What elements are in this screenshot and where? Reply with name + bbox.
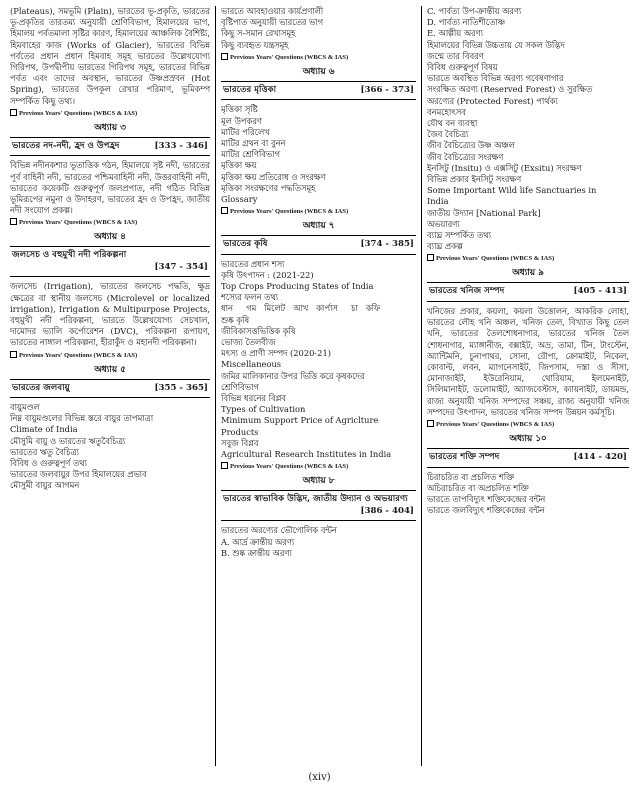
list-item: ভারতে তাপবিদ্যুৎ শক্তিকেন্দ্রের বন্টন: [427, 493, 546, 504]
list-item: চিরাচরিত বা প্রচলিত শক্তি: [427, 471, 515, 482]
chapter-label: অধ্যায় ৭: [302, 221, 335, 232]
list-item: অরণ্যের (Protected Forest) পার্থক্য: [427, 95, 558, 106]
chapter-topics: বিভিন্ন নদীনকশার ভূতাত্তিক গঠন, হিমালয়ে সৃষ্ট নদী, ভারতের পূর্ব বাহিনী নদী, ভারতের পশ্চিমবাহিনী নদী, উত্তরবাহিনী নদী, ভারতের কয়েকটি গুরুত্বপূর্ণ জলপ্রপাত, নদী গঠিত বিভিন্ন ভূমিরূপের নমুনা ও উদাহরণ, ভারতের হ্রদ ও উপহ্রদ, জাতীয় নদী সংযোগ প্রকল্প।: [10, 160, 210, 216]
list-item: বায়ুমণ্ডল: [10, 402, 40, 413]
chapter-label: অধ্যায় ৪: [94, 232, 126, 243]
chapter-label: অধ্যায় ৩: [94, 122, 126, 133]
chapter-title: ভারতের খনিজ সম্পদ: [429, 286, 505, 297]
chapter-title: ভারতের নদ-নদী, হ্রদ ও উপহ্রদ: [12, 140, 120, 151]
list-item: নিম্ন বায়ুমণ্ডলের বিভিন্ন স্তরে বায়ুর তাপমাত্রা: [10, 413, 154, 424]
list-item: যৌথ বন ব্যবস্থা: [427, 118, 478, 129]
list-item: মৃত্তিকা ক্ষয় প্রতিরোধ ও সংরক্ষণ: [221, 171, 326, 182]
list-item: ভারতে জলবিদ্যুৎ শক্তিকেন্দ্রের বন্টন: [427, 505, 545, 516]
list-item: বিবিধ গুরুত্বপূর্ণ বিষয়: [427, 62, 498, 73]
list-item: ভারতে আবহাওয়ার কার্যপ্রণালী: [221, 6, 324, 16]
list-item: হিমালয়ের বিভিন্ন উচ্চতায় যে সকল উদ্ভিদ: [427, 39, 565, 50]
list-item: ব্যাঘ্র সম্পর্কিত তথ্য: [427, 230, 492, 241]
list-item: বনমহোৎসব: [427, 106, 466, 117]
chapter-heading: [221, 81, 416, 101]
list-item: জৈব বৈচিত্র্য: [427, 129, 469, 140]
page-range: [355 - 365]: [154, 382, 208, 393]
pyq-line: Previous Years' Questions (WBCS & IAS): [221, 52, 416, 63]
list-item: Top Crops Producing States of India: [221, 281, 374, 292]
list-item: জমির মালিকানার উপর ভিত্তি করে কৃষকদের: [221, 370, 365, 381]
list-item: Minimum Support Price of Agriclture: [221, 415, 379, 426]
chapter-heading: [427, 282, 629, 302]
chapter-heading: [427, 448, 629, 468]
chapter-title: ভারতের জলবায়ু: [12, 382, 70, 393]
chapter-title: ভারতের স্বাভাবিক উদ্ভিদ, জাতীয় উদ্যান ও অভয়ারণ্য: [223, 494, 408, 505]
pyq-line: Previous Years' Questions (WBCS & IAS): [10, 350, 210, 361]
list-item: ভারতের অরণ্যের ভৌগোলিক বন্টন: [221, 525, 337, 536]
pyq-line: Previous Years' Questions (WBCS & IAS): [221, 461, 416, 472]
column-1: [10, 6, 216, 766]
list-item: Glossary: [221, 193, 258, 204]
list-item: মৌসুমী বায়ুর আগমন: [10, 480, 80, 491]
list-item: Climate of India: [10, 424, 78, 435]
list-item: বিভিন্ন প্রকার ইনসিটু সংরক্ষণ: [427, 174, 522, 185]
list-item: Some Important Wild life Sanctuaries in: [427, 185, 597, 196]
list-item: সংরক্ষিত অরণ্য (Reserved Forest) ও সুরক্ষিত: [427, 84, 593, 95]
checkbox-icon: [427, 420, 434, 427]
chapter-heading: [10, 379, 210, 399]
list-item: জাতীয় উদ্যান [National Park]: [427, 207, 541, 218]
list-item: ভারতের প্রধান শস্য: [221, 258, 285, 269]
list-item: জীবিকাসত্তভিত্তিক কৃষি: [221, 325, 296, 336]
list-item: জীব বৈচিত্র্যের উষ্ণ অঞ্চল: [427, 140, 515, 151]
list-item: E. আল্পীয় অরণ্য: [427, 28, 484, 39]
chapter-heading: [221, 235, 416, 255]
chapter-heading: [10, 137, 210, 157]
list-item: জন্মে তার বিবরণ: [427, 50, 484, 61]
chapter-label: অধ্যায় ৮: [302, 476, 335, 487]
pyq-line: Previous Years' Questions (WBCS & IAS): [10, 217, 210, 228]
list-item: D. পার্বত্য নাতিশীতোষ্ণ: [427, 17, 505, 28]
chapter-label: অধ্যায় ৫: [94, 364, 126, 375]
chapter-topics: খনিজের প্রকার, কয়লা, কয়লা উত্তোলন, আকরিক লোহা, ভারতের লৌহ খনি অঞ্চল, খনিজ তেল, বিখ্যাত কিছু তেল খনি, ভারতের তৈলশোধনাগার, ভারতের খনিজ তৈল শোধনাগার, ম্যাঙ্গানীজ, বক্সাইট, অভ্র, তামা, টিন, টাংস্টেন, অ্যান্টিমনি, চুনাপাথর, সোনা, রৌপ্য, ক্রোমাইট, নিকেল, কোবাল্ট, লবন, ম্যাগনেসাইট, জিপসাম, দস্তা ও সীসা, মোনাজাইট, ইউরেনিয়াম, থোরিয়াম, ইলমেনাইট, সিলিমানাইট, ডলোমাইট, অ্যাজবেস্টাস, ক্যায়নাইট, ডায়মন্ড, রাজ্য অনুযায়ী খনিজ সম্পদের সঞ্চয়, রাজ্য অনুযায়ী খনিজ সম্পদের উৎপাদন, ভারতের খনিজ সম্পদ উন্নয়ন কর্মসূচি।: [427, 305, 629, 417]
page-range: [347 - 354]: [154, 261, 208, 272]
checkbox-icon: [10, 218, 17, 225]
chapter-title: ভারতের মৃত্তিকা: [223, 84, 277, 95]
checkbox-icon: [427, 254, 434, 261]
list-item: কিছু স-সমান রেখাসমূহ: [221, 28, 296, 39]
page-range: [386 - 404]: [360, 505, 414, 516]
list-item: A. আর্দ্র ক্রান্তীয় অরণ্য: [221, 536, 295, 547]
pyq-line: Previous Years' Questions (WBCS & IAS): [10, 108, 210, 119]
list-item: শুষ্ক কৃষি: [221, 314, 250, 325]
list-item: Agricultural Research Institutes in India: [221, 449, 392, 460]
checkbox-icon: [221, 462, 228, 469]
list-item: মাটির গ্রথন বা বুনন: [221, 137, 286, 148]
column-3: [422, 6, 629, 766]
page-range: [405 - 413]: [573, 286, 627, 297]
list-item: ধান গম মিলেট আখ কার্পাস চা কফি: [221, 303, 381, 314]
list-item: মৌসুমি বায়ু ও ভারতের ঋতুবৈচিত্র্য: [10, 435, 126, 446]
list-item: জীব বৈচিত্র্যের সংরক্ষণ: [427, 151, 504, 162]
list-item: ভারতের জলবায়ুর উপর হিমালয়ের প্রভাব: [10, 469, 147, 480]
chapter-heading: [221, 490, 416, 521]
checkbox-icon: [10, 351, 17, 358]
list-item: বিবিধ ও গুরুত্বপূর্ণ তথ্য: [10, 458, 87, 469]
page-range: [366 - 373]: [360, 84, 414, 95]
contents-page: [10, 6, 629, 766]
page-range: [333 - 346]: [154, 140, 208, 151]
list-item: কৃষি উৎপাদন : (2021-22): [221, 269, 314, 280]
pyq-line: Previous Years' Questions (WBCS & IAS): [221, 206, 416, 217]
list-item: ভারতের ঋতু বৈচিত্র্য: [10, 446, 79, 457]
page-number: (xiv): [308, 772, 331, 783]
chapter-topics: জলসেচ (Irrigation), ভারতের জলসেচ পদ্ধতি, ক্ষুদ্র ক্ষেত্রের বা স্থানীয় জলসেচ (Microlevel or localized irrigation), Irrigation & Multipurpose Projects, বহুমুখী নদী পরিকল্পনা, ভারতে উল্লেখযোগ্য সেচখাল, দামোদর ভ্যালি কর্পোরেশন (DVC), পরিকল্পনা রূপায়ণ, ভারতের নাঙ্গাল পরিকল্পনা, হীরাকুঁদ ও মহানদী পরিকল্পনা।: [10, 281, 210, 348]
pyq-line: Previous Years' Questions (WBCS & IAS): [427, 253, 629, 264]
chapter-2-topics: (Plateaus), সমভূমি (Plain), ভারতের ভূ-প্রকৃতি, ভারতের ভূ-প্রকৃতির তারতম্য অনুযায়ী শ্রেণিবিভাগ, হিমালয়ের ভাগ, হিমালয় পর্বতমালা সৃষ্টির কারণ, হিমালয়ের আঞ্চলিক বৈশিষ্ট্য, হিমবাহের কাজ (Works of Glacier), ভারতের বিভিন্ন পর্বতের প্রধান প্রধান হিমবাহ সমূহ ভারতের উল্লেখযোগ্য গিরিপথ, উপদ্বীপীয় ভারতের গিরিপথ সমূহ, ভারতের বিভিন্ন পর্বত এবং তাদের অবস্থান, ভারতের উষ্ণপ্রস্রবন (Hot Spring), ভারতের উপকূল রেখার পরিমাণ, ভূমিকম্প সম্পর্কিত কিছু তথ্য।: [10, 6, 210, 106]
list-item: Products: [221, 426, 259, 437]
chapter-title: জলসেচ ও বহুমুখী নদী পরিকল্পনা: [12, 250, 127, 261]
list-item: অভয়ারণ্য: [427, 218, 460, 229]
list-item: Types of Cultivation: [221, 404, 306, 415]
list-item: C. পার্বত্য উপ-ক্রান্তীয় অরণ্য: [427, 6, 522, 16]
checkbox-icon: [221, 53, 228, 60]
list-item: মূল উপকরণ: [221, 115, 262, 126]
list-item: B. শুষ্ক ক্রান্তীয় অরণ্য: [221, 547, 292, 558]
chapter-title: ভারতের শক্তি সম্পদ: [429, 452, 500, 462]
list-item: শ্রেণিবিভাগ: [221, 381, 259, 392]
chapter-heading: [10, 246, 210, 277]
chapter-title: ভারতের কৃষি: [223, 239, 268, 250]
chapter-label: অধ্যায় ৯: [512, 268, 544, 279]
list-item: মৃত্তিকা সংরক্ষণের পদ্ধতিসমূহ: [221, 182, 316, 193]
list-item: ভারতে অবস্থিত বিভিন্ন অরণ্য গবেষণাগার: [427, 73, 564, 84]
checkbox-icon: [10, 109, 17, 116]
list-item: বৃষ্টিপাত অনুযায়ী ভারতের ভাগ: [221, 17, 324, 28]
list-item: মাটির শ্রেণিবিভাগ: [221, 149, 280, 160]
checkbox-icon: [221, 207, 228, 214]
chapter-label: অধ্যায় ১০: [509, 434, 547, 444]
list-item: মাটির পরিলেখ: [221, 126, 270, 137]
list-item: Miscellaneous: [221, 359, 282, 370]
list-item: India: [427, 196, 449, 207]
pyq-line: Previous Years' Questions (WBCS & IAS): [427, 419, 629, 430]
list-item: ইনসিটু (Insitu) ও এক্সসিটু (Exsitu) সংরক্ষণ: [427, 162, 582, 173]
list-item: ব্যাঘ্র প্রকল্প: [427, 241, 463, 252]
list-item: কিছু ব্যবহৃত যন্ত্রসমূহ: [221, 39, 289, 50]
list-item: সবুজ বিপ্লব: [221, 437, 259, 448]
page-range: [374 - 385]: [360, 239, 414, 250]
list-item: মৎস্য ও প্রাণী সম্পদ (2020-21): [221, 348, 331, 359]
chapter-label: অধ্যায় ৬: [302, 66, 335, 77]
column-2: [216, 6, 422, 766]
list-item: মৃত্তিকা ক্ষয়: [221, 160, 257, 171]
list-item: ভোজ্য তৈলবীজ: [221, 337, 276, 348]
list-item: অচিরাচরিত বা অপ্রচলিত শক্তি: [427, 482, 529, 493]
list-item: শস্যের ফলন তথ্য: [221, 292, 279, 303]
page-range: [414 - 420]: [573, 452, 627, 462]
list-item: মৃত্তিকা সৃষ্টি: [221, 104, 258, 115]
list-item: বিভিন্ন ধরনের বিপ্লব: [221, 393, 286, 404]
